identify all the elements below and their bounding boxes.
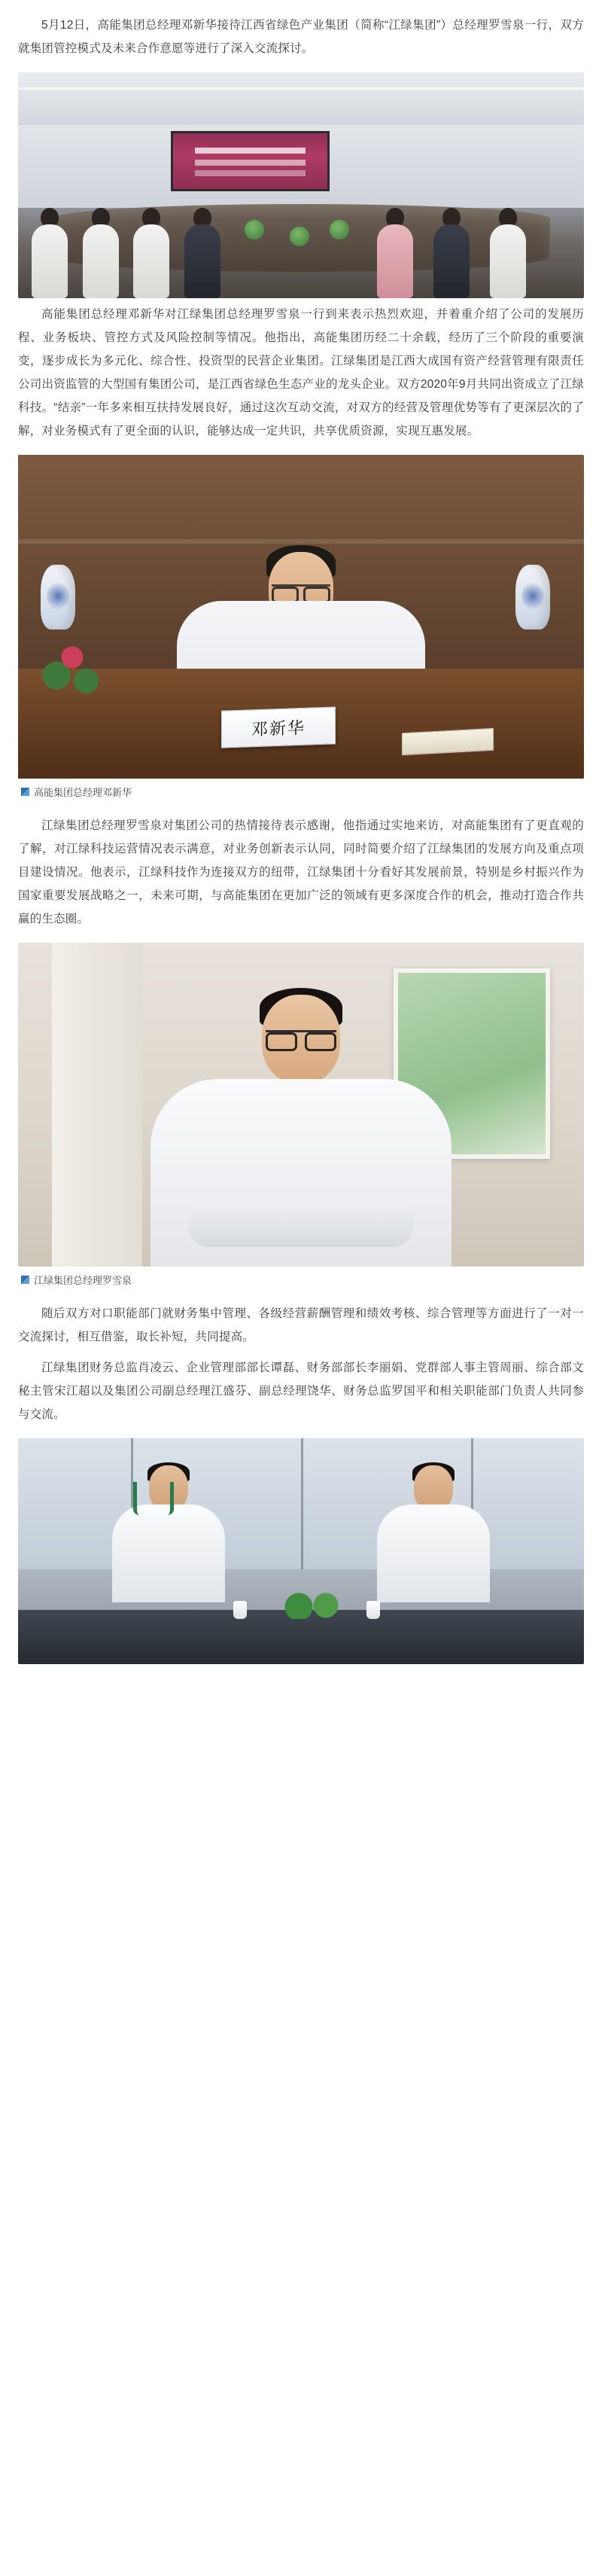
photo-conference-room: [18, 72, 584, 298]
presentation-screen: [171, 131, 330, 191]
lanyard-badge: [133, 1482, 174, 1515]
attendee-body: [184, 224, 220, 298]
attendee: [81, 208, 121, 298]
tea-cup: [233, 1601, 247, 1619]
attendee-body: [133, 224, 169, 298]
caption-marker-icon: [21, 1276, 29, 1284]
desk-nameplate: 邓新华: [221, 706, 336, 748]
paragraph-intro: 5月12日，高能集团总经理邓新华接待江西省绿色产业集团（简称“江绿集团”）总经理罗雪泉一行，双方就集团管控模式及未来合作意愿等进行了深入交流探讨。: [18, 19, 584, 55]
paragraph-participants: 江绿集团财务总监肖凌云、企业管理部部长谭磊、财务部部长李丽娟、党群部人事主管周丽、综合部文秘主管宋江超以及集团公司副总经理江盛芬、副总经理饶华、财务总监罗国平和相关职能部门负责人共同参与交流。: [18, 1361, 584, 1421]
table-plant: [290, 227, 309, 246]
attendee: [488, 208, 528, 298]
attendee: [131, 208, 172, 298]
person-crossed-arms: [188, 1203, 414, 1247]
table-plant: [245, 220, 264, 239]
ceiling-light-strip: [18, 87, 584, 90]
paragraph-gaoneng-remarks: 高能集团总经理邓新华对江绿集团总经理罗雪泉一行到来表示热烈欢迎，并着重介绍了公司的发展历程、业务板块、管控方式及风险控制等情况。他指出，高能集团历经二十余载，经历了三个阶段的重要演变，逐步成长为多元化、综合性、投资型的民营企业集团。江绿集团是江西大成国有资产经营管理有限责任公司出资监管的大型国有集团公司，是江西省绿色生态产业的龙头企业。双方2020年9月共同出资成立了江绿科技。“结亲”一年多来相互扶持发展良好，通过这次互动交流，对双方的经营及管理优势等有了更深层次的了解，对业务模式有了更全面的认识，能够达成一定共识，共享优质资源，实现互惠发展。: [18, 308, 584, 437]
person-right: [373, 1465, 494, 1614]
caption-text: 江绿集团总经理罗雪泉: [34, 1275, 132, 1286]
tea-cup: [366, 1601, 380, 1619]
attendee-body: [32, 224, 68, 298]
wall-shelf: [18, 539, 584, 544]
paragraph-department-exchange: 随后双方对口职能部门就财务集中管理、各级经营薪酬管理和绩效考核、综合管理等方面进行了一对一交流探讨，相互借鉴，取长补短，共同提高。: [18, 1307, 584, 1343]
photo-two-men-talking-image: [18, 1438, 584, 1664]
attendee: [375, 208, 415, 298]
photo-two-men-talking: [18, 1438, 584, 1664]
porcelain-vase: [41, 565, 75, 630]
glasses-icon: [272, 584, 330, 600]
person-body: [112, 1504, 225, 1602]
wall-pillar: [52, 943, 142, 1267]
person-body: [377, 1504, 490, 1602]
attendee-body: [490, 224, 526, 298]
attendee: [431, 208, 472, 298]
photo-deng-xinhua-image: [18, 455, 584, 779]
photo-conference-room-image: [18, 72, 584, 298]
table-plant: [278, 1589, 346, 1619]
ceiling: [18, 72, 584, 125]
attendee: [182, 208, 223, 298]
photo-deng-xinhua: [18, 455, 584, 799]
photo-luo-xuequan-image: [18, 943, 584, 1267]
attendee-body: [83, 224, 119, 298]
attendee: [29, 208, 70, 298]
table-plant: [330, 220, 349, 239]
paragraph-luo-remarks: 江绿集团总经理罗雪泉对集团公司的热情接待表示感谢，他指通过实地来访，对高能集团有了更直观的了解，对江绿科技运营情况表示满意，对业务创新表示认同，同时简要介绍了江绿集团的发展方向及重点项目建设情况。他表示，江绿科技作为连接双方的纽带，江绿集团十分看好其发展前景，特别是乡村振兴作为国家重要发展战略之一，未来可期，与高能集团在更加广泛的领域有更多深度合作的机会，推动打造合作共赢的生态圈。: [18, 819, 584, 925]
photo-caption-luo: [18, 1273, 584, 1287]
photo-luo-xuequan: [18, 943, 584, 1287]
caption-text: 高能集团总经理邓新华: [34, 787, 132, 798]
photo-caption-deng: [18, 785, 584, 799]
notebook: [402, 727, 494, 755]
attendee-body: [433, 224, 470, 298]
attendee-body: [377, 224, 413, 298]
person-head: [414, 1465, 453, 1511]
porcelain-vase: [515, 565, 550, 630]
flower-arrangement: [41, 630, 104, 721]
glasses-icon: [266, 1030, 336, 1047]
window-frame: [301, 1438, 303, 1569]
caption-marker-icon: [21, 788, 29, 796]
